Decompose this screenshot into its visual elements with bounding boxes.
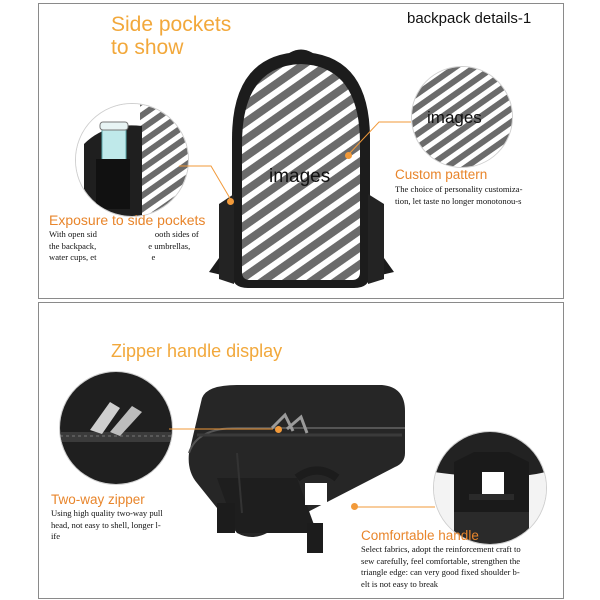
exposure-desc-line3b: e [151, 252, 156, 262]
handle-desc-line4: elt is not easy to break [361, 578, 439, 589]
exposure-desc-line2: the backpack, [49, 240, 97, 251]
custom-desc-line2: tion, let taste no longer monotonou-s [395, 195, 522, 206]
two-way-desc-line2: head, not easy to shell, longer l- [51, 519, 161, 530]
two-way-desc-line1: Using high quality two-way pull [51, 508, 163, 518]
two-way-desc-line3: ife [51, 531, 61, 541]
two-way-zipper-description [51, 508, 231, 543]
comfortable-handle-title: Comfortable handle [361, 528, 479, 543]
side-pockets-heading-line1: Side pockets [111, 13, 232, 36]
handle-desc-line3: triangle edge: can very good fixed shoulder b- [361, 567, 520, 577]
zipper-closeup [59, 371, 173, 485]
exposure-description [49, 229, 249, 264]
custom-pattern-title: Custom pattern [395, 167, 488, 182]
side-pockets-panel [38, 3, 564, 299]
two-way-zipper-title: Two-way zipper [51, 492, 145, 507]
custom-pattern-description [395, 184, 563, 207]
handle-desc-line1: Select fabrics, adopt the reinforcement craft to [361, 544, 521, 554]
comfortable-handle-description [361, 544, 561, 590]
side-pocket-pointer-line [179, 164, 239, 204]
zipper-pointer-dot [275, 426, 282, 433]
image-placeholder-center: images [269, 166, 331, 187]
side-pocket-closeup [75, 103, 189, 217]
exposure-title: Exposure to side pockets [49, 212, 206, 228]
handle-desc-line2: sew carefully, feel comfortable, strengthen the [361, 555, 521, 566]
side-pockets-heading-line2: to show [111, 36, 184, 59]
image-placeholder-circle: images [427, 108, 482, 127]
zipper-handle-panel [38, 302, 564, 599]
handle-pointer-line [355, 501, 439, 513]
exposure-desc-line3: water cups, et [49, 252, 97, 262]
pattern-pointer-dot [345, 152, 352, 159]
custom-desc-line1: The choice of personality customiza- [395, 184, 523, 194]
exposure-desc-line1b: ooth sides of [154, 229, 199, 239]
zipper-pointer-line [169, 423, 279, 437]
exposure-desc-line2b: e umbrellas, [148, 240, 191, 251]
pattern-pointer-line [345, 120, 415, 160]
panel-title: backpack details-1 [407, 10, 532, 27]
zipper-heading: Zipper handle display [111, 341, 283, 361]
exposure-desc-line1: With open sid [49, 229, 97, 239]
